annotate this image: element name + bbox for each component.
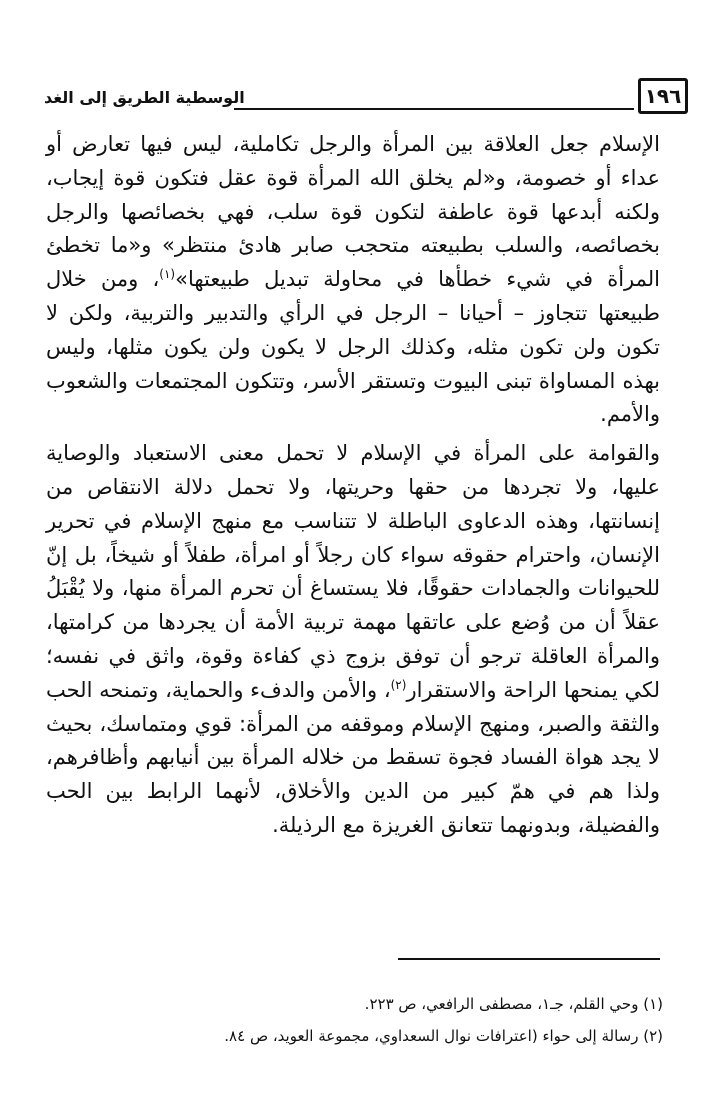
body-text — [46, 128, 660, 843]
paragraph-1 — [46, 128, 660, 432]
footnote-1: (١) وحي القلم، جـ١، مصطفى الرافعي، ص ٢٢٣. — [364, 995, 663, 1013]
footnote-2: (٢) رسالة إلى حواء (اعترافات نوال السعداوي، مجموعة العويد، ص ٨٤. — [224, 1027, 663, 1045]
footnotes — [43, 988, 663, 1052]
footnote-ref-2: (٢) — [390, 677, 407, 692]
paragraph-1-text-cont: ، ومن خلال طبيعتها تتجاوز – أحيانا – الرجل في الرأي والتدبير والتربية، ولكن لا تكون ولن تكون مثله، وكذلك الرجل لا يكون ولن يكون مثلها، وليس بهذه المساواة تبنى البيوت وتستقر الأسر، وتتكون المجتمعات والشعوب والأمم. — [46, 267, 660, 427]
paragraph-2 — [46, 437, 660, 843]
page-number: ١٩٦ — [638, 78, 688, 114]
running-title: الوسطية الطريق إلى الغد — [44, 88, 245, 107]
header-rule — [234, 108, 634, 110]
paragraph-2-text-cont: ، والأمن والدفء والحماية، وتمنحه الحب والثقة والصبر، ومنهج الإسلام وموقفه من المرأة: قوي ومتماسك، بحيث لا يجد هواة الفساد فجوة تسقط من خلاله المرأة بين أنيابهم وأظافرهم، ولذا هم في همّ كبير من الدين والأخلاق، لأنهما الرابط بين الحب والفضيلة، وبدونهما تتعانق الغريزة مع الرذيلة. — [46, 677, 660, 837]
page-header — [44, 84, 682, 116]
footnote-ref-1: (١) — [159, 267, 176, 282]
footnote-rule — [398, 958, 660, 960]
paragraph-1-text: الإسلام جعل العلاقة بين المرأة والرجل تكاملية، ليس فيها تعارض أو عداء أو خصومة، و«لم يخلق الله المرأة قوة عقل فتكون قوة إيجاب، ولكنه أبدعها قوة عاطفة لتكون قوة سلب، فهي بخصائصها والرجل بخصائصه، والسلب بطبيعته متحجب صابر هادئ منتظر» و«ما تخطئ المرأة في شيء خطأها في محاولة تبديل طبيعتها» — [46, 132, 660, 292]
paragraph-2-text: والقوامة على المرأة في الإسلام لا تحمل معنى الاستعباد والوصاية عليها، ولا تجردها من حقها وحريتها، ولا تحمل دلالة الانتقاص من إنسانتها، وهذه الدعاوى الباطلة لا تتناسب مع منهج الإسلام في تحرير الإنسان، واحترام حقوقه سواء كان رجلاً أو امرأة، طفلاً أو شيخاً، بل إنّ للحيوانات والجمادات حقوقًا، فلا يستساغ أن تحرم المرأة منها، ولا يُقْبَلُ عقلاً أن من وُضع على عاتقها مهمة تربية الأمة أن يجردها من كرامتها، والمرأة العاقلة ترجو أن توفق بزوج ذي كفاءة وقوة، واثق في نفسه؛ لكي يمنحها الراحة والاستقرار — [46, 441, 660, 702]
